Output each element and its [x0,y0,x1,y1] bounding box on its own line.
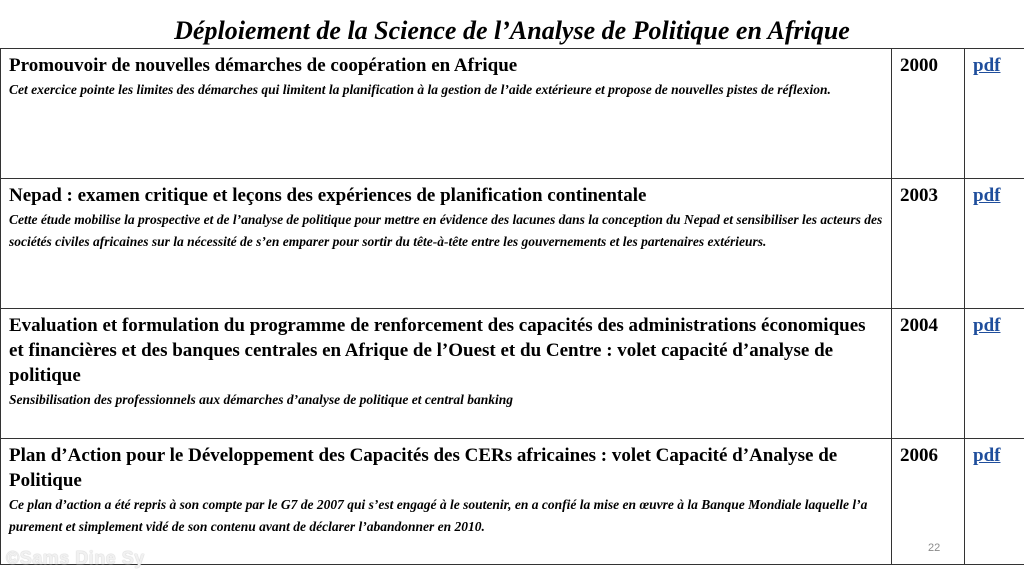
pdf-link[interactable]: pdf [973,445,1001,466]
slide-title: Déploiement de la Science de l’Analyse de Politique en Afrique [174,16,850,45]
link-cell [965,49,1024,179]
publication-cell [1,49,892,179]
publication-year: 2006 [900,445,938,466]
publication-year: 2000 [900,55,938,76]
publication-description: Sensibilisation des professionnels aux démarches d’analyse de politique et central banking [9,392,514,407]
table-row [1,179,1024,309]
publication-description: Cette étude mobilise la prospective et de l’analyse de politique pour mettre en évidence des lacunes dans la conception du Nepad et sensibiliser les acteurs des sociétés civiles africaines sur la nécessité de s’en emparer pour sortir du tête-à-tête entre les gouvernements et les partenaires extérieurs. [9,212,883,249]
publication-year: 2003 [900,185,938,206]
table-row [1,439,1024,565]
publication-title: Evaluation et formulation du programme de renforcement des capacités des administrations économiques et financières et des banques centrales en Afrique de l’Ouest et du Centre : volet capacité d’analyse de politique [9,315,866,386]
link-cell [965,179,1024,309]
publications-table [0,48,1024,565]
pdf-link[interactable]: pdf [973,315,1001,336]
link-cell [965,439,1024,565]
copyright-watermark: ©Sams Dine Sy [6,548,145,568]
year-cell [892,309,965,439]
publication-title: Promouvoir de nouvelles démarches de coopération en Afrique [9,55,518,76]
publication-cell [1,179,892,309]
publication-description: Ce plan d’action a été repris à son compte par le G7 de 2007 qui s’est engagé à le soutenir, en a confié la mise en œuvre à la Banque Mondiale laquelle l’a purement et simplement vidé de son contenu avant de déclarer l’abandonner en 2010. [9,497,868,534]
publication-cell [1,309,892,439]
table-row [1,49,1024,179]
page-number: 22 [928,542,941,554]
pdf-link[interactable]: pdf [973,55,1001,76]
year-cell [892,49,965,179]
publication-cell [1,439,892,565]
link-cell [965,309,1024,439]
year-cell [892,179,965,309]
pdf-link[interactable]: pdf [973,185,1001,206]
table-row [1,309,1024,439]
publication-title: Nepad : examen critique et leçons des expériences de planification continentale [9,185,647,206]
publication-year: 2004 [900,315,938,336]
publication-title: Plan d’Action pour le Développement des Capacités des CERs africaines : volet Capacité d’Analyse de Politique [9,445,838,491]
publication-description: Cet exercice pointe les limites des démarches qui limitent la planification à la gestion de l’aide extérieure et propose de nouvelles pistes de réflexion. [9,82,831,97]
